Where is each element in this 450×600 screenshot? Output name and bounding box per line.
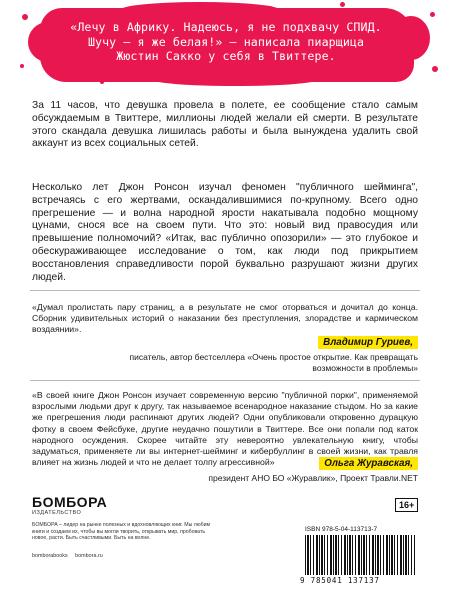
paint-drop bbox=[22, 14, 28, 20]
description-paragraph-2: Несколько лет Джон Ронсон изучал феномен "публичного шейминга", встречаясь с его жертвами, оскандалившимися по-крупному. Всего одно прегрешение — и волна народной ярости накатывала подобно мощному цунами, снося все на своем пути. Что это: новый вид правосудия или превышение полномочий? «Итак, вас публично опозорили» — это глубокое и обескураживающее исследование о том, как люди под прикрытием восстановления справедливости порой буквально разрушают жизни других людей. bbox=[32, 182, 418, 283]
publisher-logo: БОМБОРА bbox=[32, 494, 108, 510]
review-2-author-description: президент АНО БО «Журавлик», Проект Травли.NET bbox=[208, 473, 418, 483]
website-link[interactable]: bombora.ru bbox=[75, 553, 103, 559]
quote-banner bbox=[0, 0, 450, 86]
divider bbox=[30, 380, 420, 381]
divider bbox=[30, 290, 420, 291]
description-paragraph-1: За 11 часов, что девушка провела в полете, ее сообщение стало самым обсуждаемым в Твиттере, миллионы людей желали ей смерти. В результате этого скандала девушка лишилась работы и была вынуждена удалить свой аккаунт из всех социальных сетей. bbox=[32, 100, 418, 150]
paint-drop bbox=[100, 80, 104, 84]
review-1-text: «Думал пролистать пару страниц, а в результате не смог оторваться и дочитал до конца. Сборник удивительных историй о наказании без преступления, злорадстве и кармическом воздаянии». bbox=[32, 302, 418, 335]
social-handle[interactable]: bomborabooks bbox=[32, 553, 68, 559]
review-1-author: Владимир Гуриев, bbox=[318, 336, 418, 349]
publisher-logo-subtitle: ИЗДАТЕЛЬСТВО bbox=[32, 510, 82, 516]
barcode-image bbox=[305, 535, 415, 575]
review-2-text: «В своей книге Джон Ронсон изучает современную версию "публичной порки", применяемой взрослыми людьми друг к другу, так называемое всенародное наказание стыдом. Но за какие же прегрешения люди распинают других людей? Одни опубликовали откровенно дурацкую фотку в своем Фейсбуке, другие неудачно пошутили в Твиттере. Все они попали под каток народного осуждения. Скорее читайте эту невероятно увлекательную книгу, чтобы задуматься, применяете ли вы интернет-шейминг и кибербуллинг в своей жизни, как травля влияет на жизнь людей и что не делает толпу агрессивной» bbox=[32, 390, 418, 468]
publisher-info: БОМБОРА – лидер на рынке полезных и вдохновляющих книг. Мы любим книги и создаем их, чтобы вы могли творить, открывать мир, пробовать новое, расти. Быть счастливыми. Быть на волне. bbox=[32, 522, 211, 542]
isbn-label: ISBN 978-5-04-113713-7 bbox=[305, 526, 378, 533]
paint-drop bbox=[432, 66, 438, 72]
paint-drop bbox=[340, 2, 345, 7]
review-1-author-description: писатель, автор бестселлера «Очень простое открытие. Как превращать возможности в проблемы» bbox=[129, 352, 418, 373]
paint-drop bbox=[20, 64, 24, 68]
review-2-author: Ольга Журавская, bbox=[319, 457, 418, 470]
age-rating-badge: 16+ bbox=[395, 498, 418, 512]
barcode-number: 9 785041 137137 bbox=[300, 576, 380, 585]
banner-quote: «Лечу в Африку. Надеюсь, я не подхвачу СПИД. Шучу — я же белая!» — написала пиарщица Жюстин Сакко у себя в Твиттере. bbox=[70, 20, 382, 63]
paint-drop bbox=[430, 12, 435, 17]
social-links bbox=[32, 553, 109, 559]
